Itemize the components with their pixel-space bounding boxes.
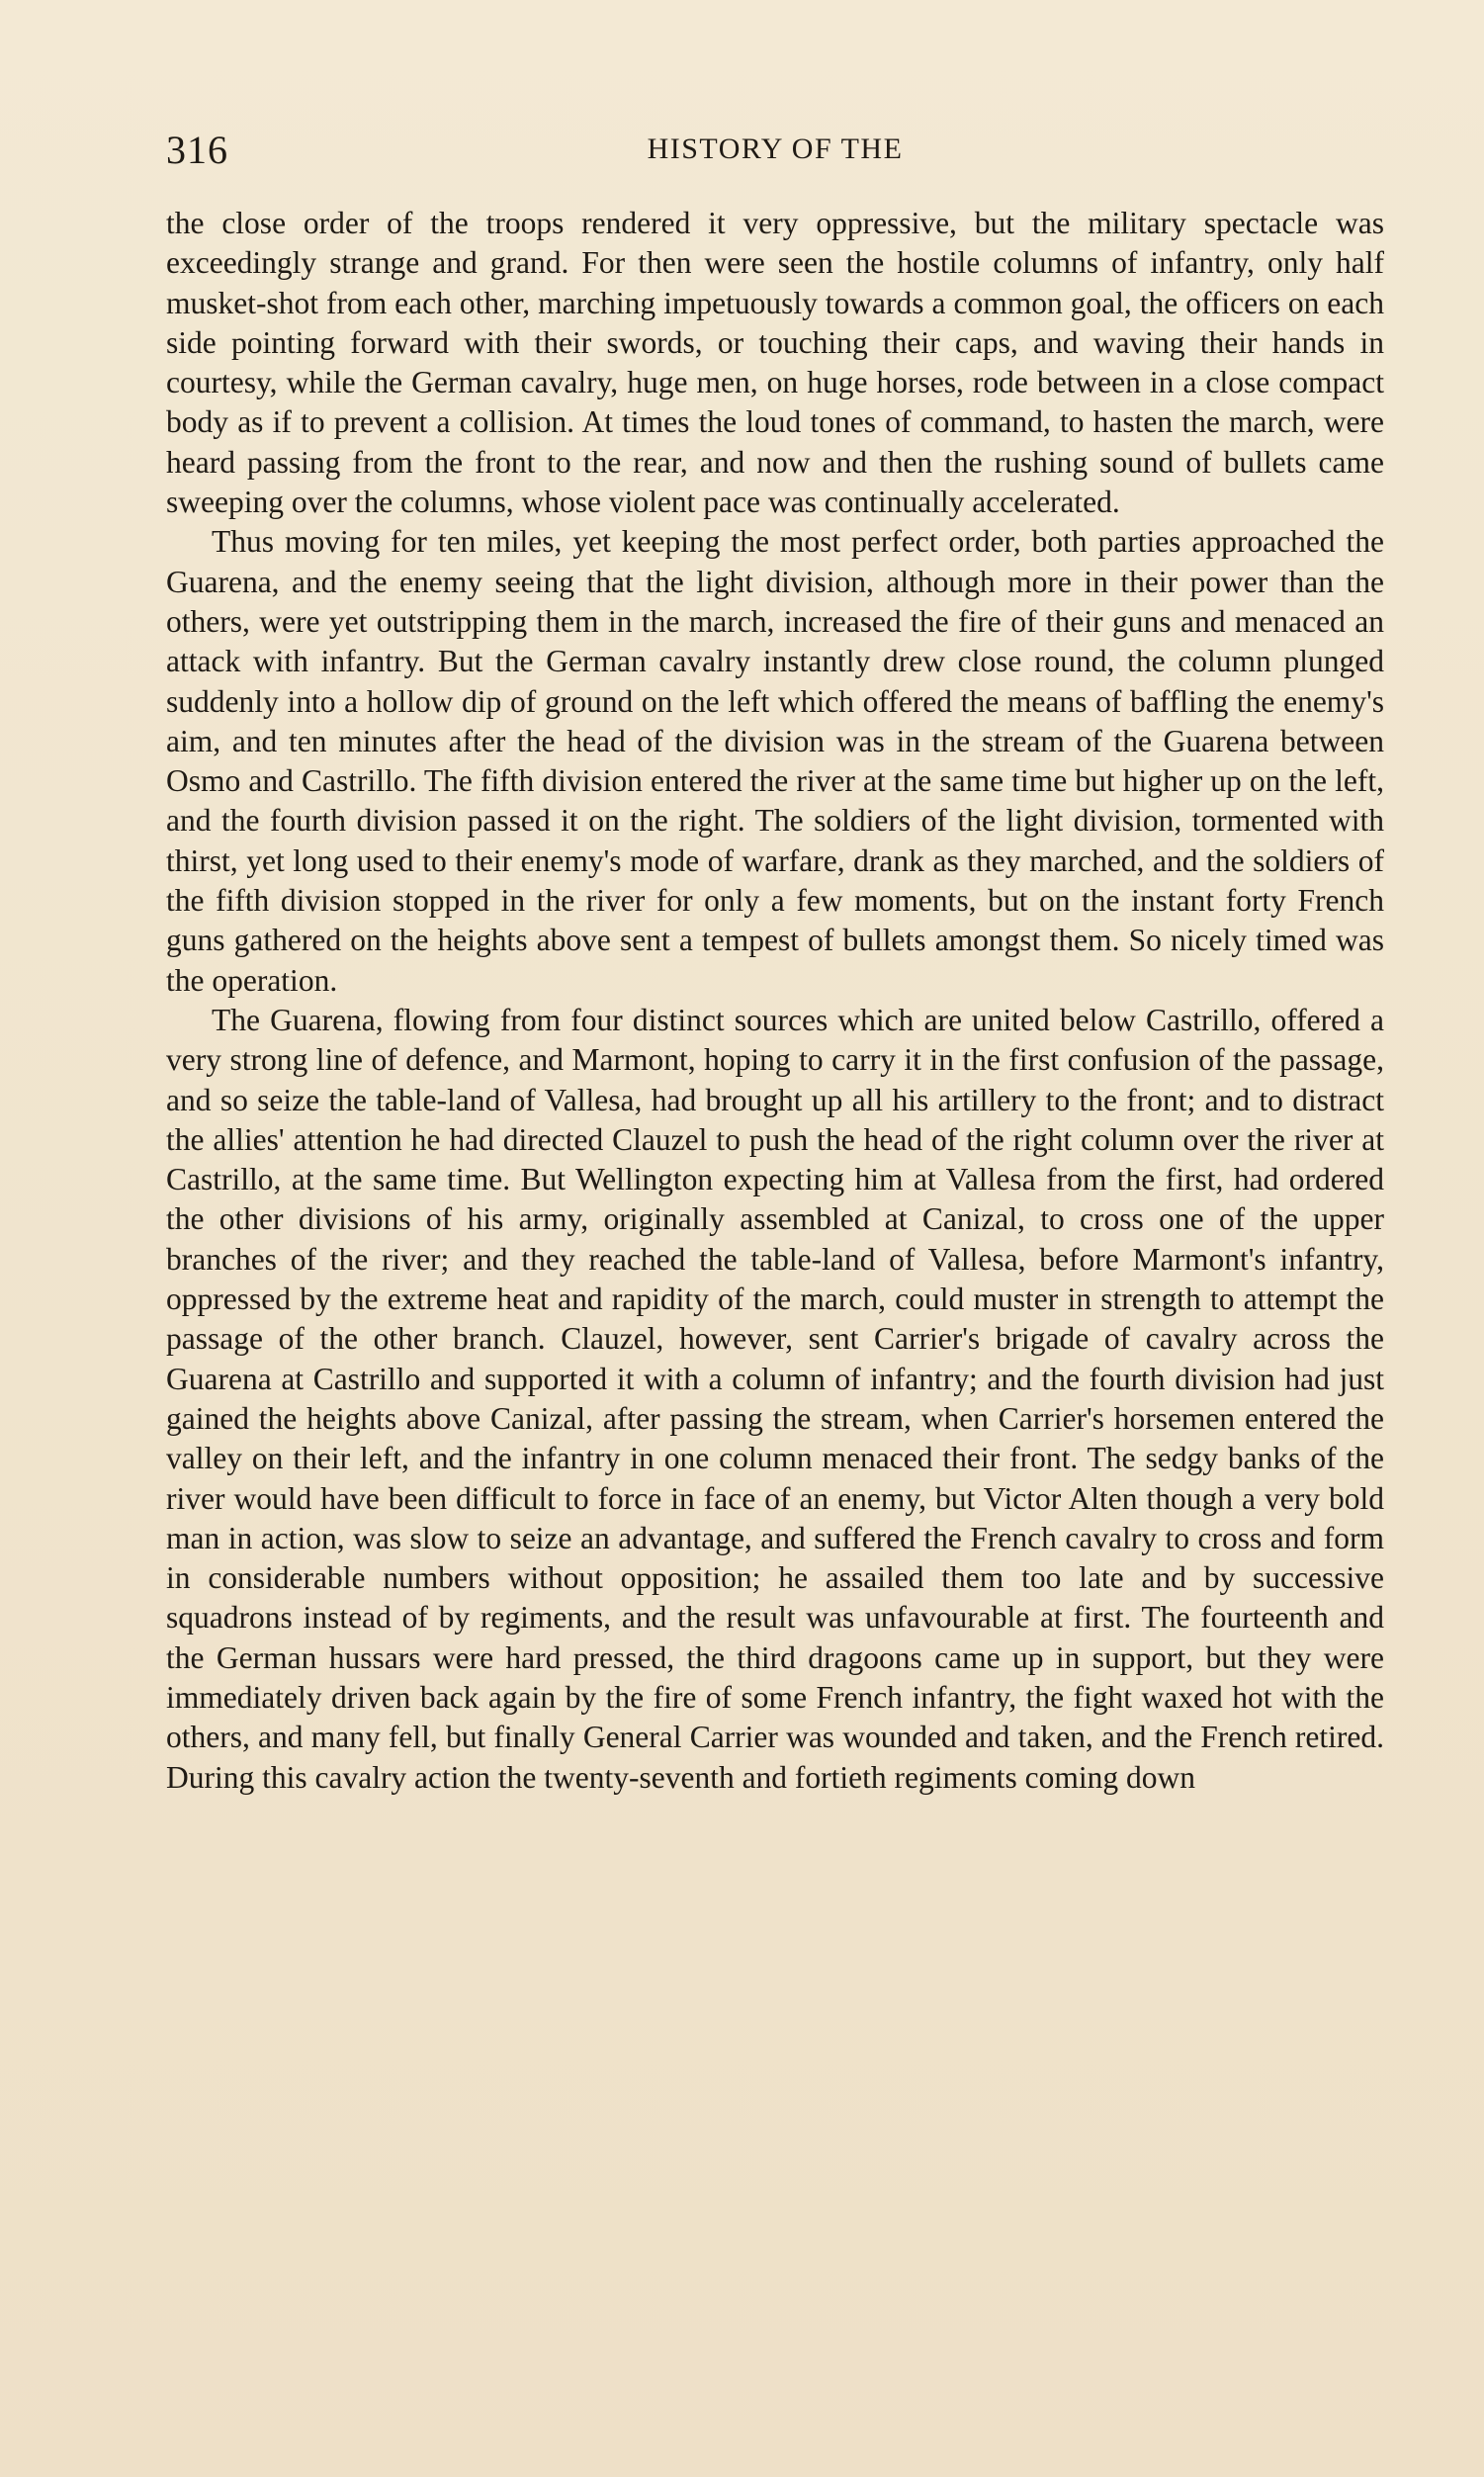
running-head: HISTORY OF THE xyxy=(647,133,904,165)
body-text xyxy=(166,204,1384,1798)
paragraph: The Guarena, flowing from four distinct sources which are united below Castrillo, offered a very strong line of defence, and Marmont, hoping to carry it in the first confusion of the passage, and so seize the table-land of Vallesa, had brought up all his artillery to the front; and to distract the allies' attention he had directed Clauzel to push the head of the right column over the river at Castrillo, at the same time. But Wellington expecting him at Vallesa from the first, had ordered the other divisions of his army, originally assembled at Canizal, to cross one of the upper branches of the river; and they reached the table-land of Vallesa, before Marmont's infantry, oppressed by the extreme heat and rapidity of the march, could muster in strength to attempt the passage of the other branch. Clauzel, however, sent Carrier's brigade of cavalry across the Guarena at Castrillo and supported it with a column of infantry; and the fourth division had just gained the heights above Canizal, after passing the stream, when Carrier's horsemen entered the valley on their left, and the infantry in one column menaced their front. The sedgy banks of the river would have been difficult to force in face of an enemy, but Victor Alten though a very bold man in action, was slow to seize an advantage, and suffered the French cavalry to cross and form in considerable numbers without opposition; he assailed them too late and by successive squadrons instead of by regiments, and the result was unfavourable at first. The fourteenth and the German hussars were hard pressed, the third dragoons came up in support, but they were immediately driven back again by the fire of some French infantry, the fight waxed hot with the others, and many fell, but finally General Carrier was wounded and taken, and the French retired. During this cavalry action the twenty-seventh and fortieth regiments coming down xyxy=(166,1002,1384,1795)
page-number: 316 xyxy=(166,128,228,172)
paragraph: the close order of the troops rendered it very oppressive, but the military spectacle was exceedingly strange and grand. For then were seen the hostile columns of infantry, only half musket-shot from each other, marching impetuously towards a common goal, the officers on each side pointing forward with their swords, or touching their caps, and waving their hands in courtesy, while the German cavalry, huge men, on huge horses, rode between in a close compact body as if to prevent a collision. At times the loud tones of command, to hasten the march, were heard passing from the front to the rear, and now and then the rushing sound of bullets came sweeping over the columns, whose violent pace was continually accelerated. xyxy=(166,206,1384,520)
paragraph: Thus moving for ten miles, yet keeping the most perfect order, both parties approached the Guarena, and the enemy seeing that the light division, although more in their power than the others, were yet outstripping them in the march, increased the fire of their guns and menaced an attack with infantry. But the German cavalry instantly drew close round, the column plunged suddenly into a hollow dip of ground on the left which offered the means of baffling the enemy's aim, and ten minutes after the head of the division was in the stream of the Guarena between Osmo and Castrillo. The fifth division entered the river at the same time but higher up on the left, and the fourth division passed it on the right. The soldiers of the light division, tormented with thirst, yet long used to their enemy's mode of warfare, drank as they marched, and the soldiers of the fifth division stopped in the river for only a few moments, but on the instant forty French guns gathered on the heights above sent a tempest of bullets amongst them. So nicely timed was the operation. xyxy=(166,524,1384,998)
page-header xyxy=(166,123,1384,178)
